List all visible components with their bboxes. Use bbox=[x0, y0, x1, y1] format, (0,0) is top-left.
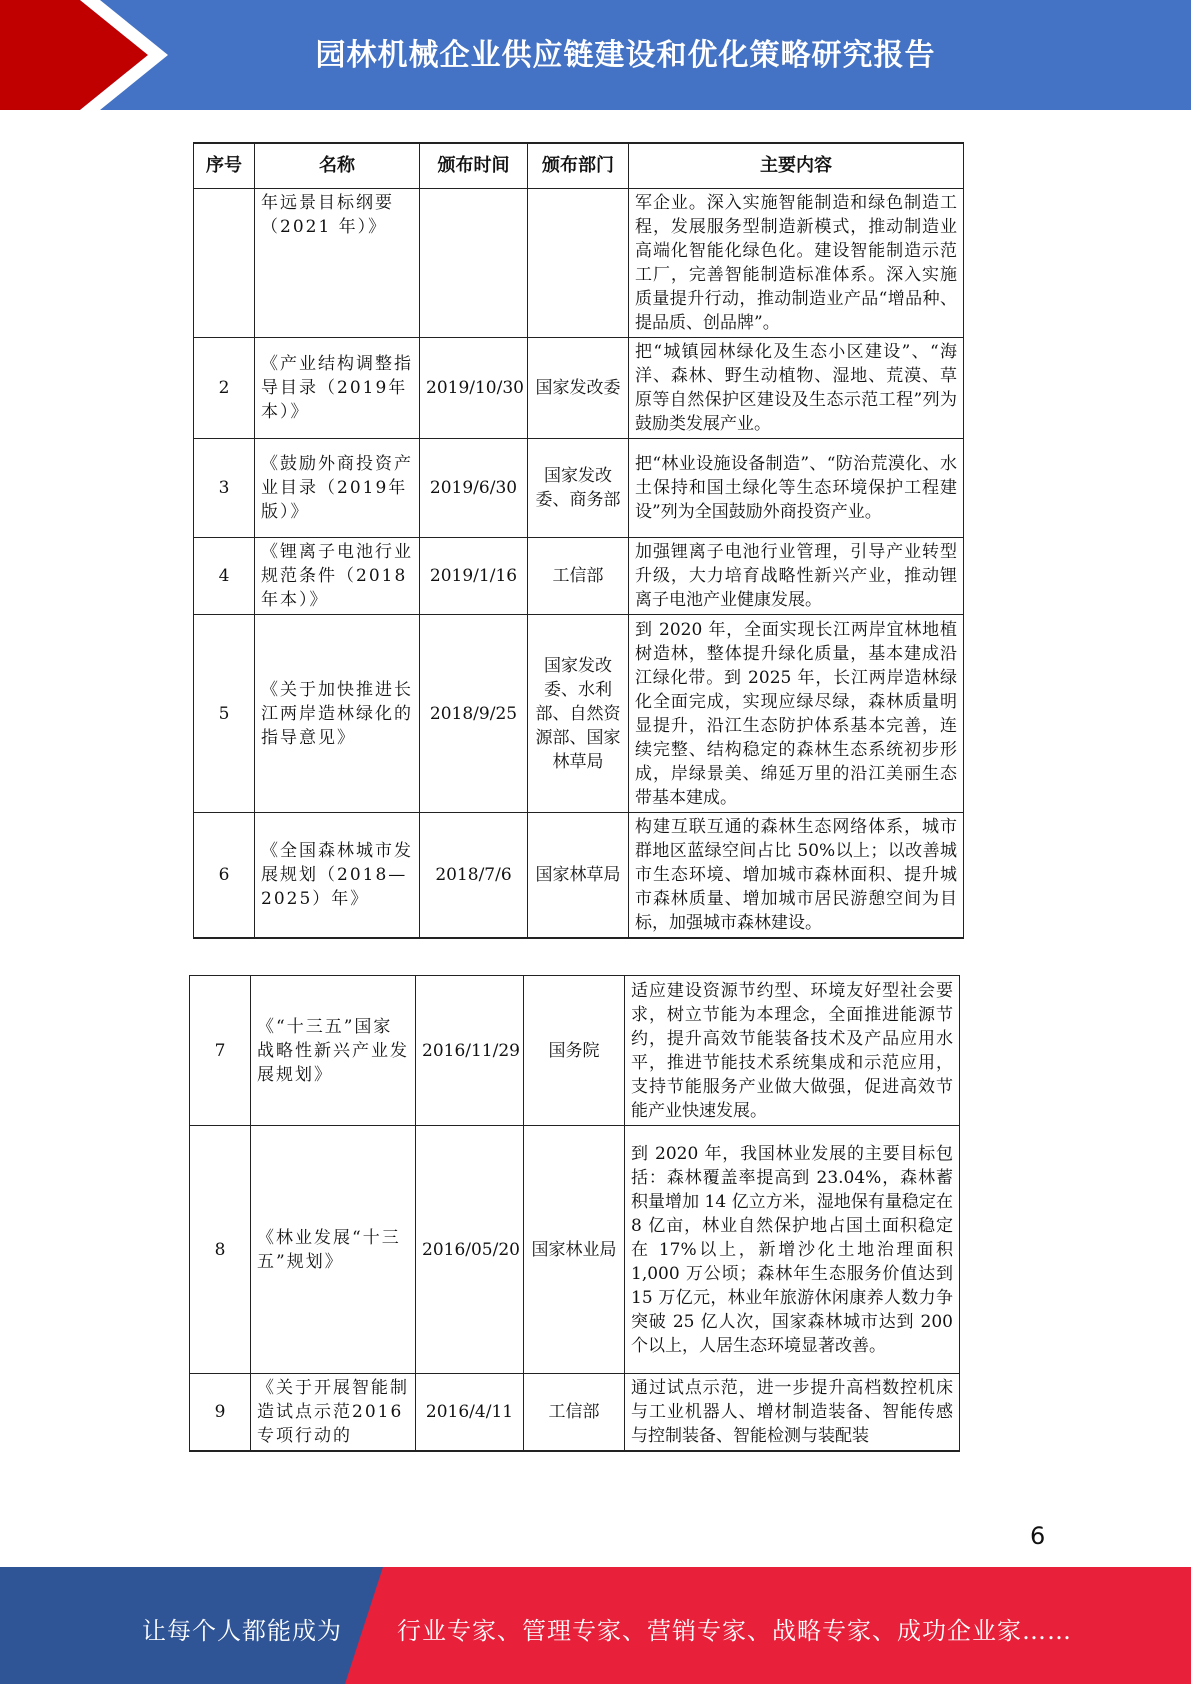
header-date: 颁布时间 bbox=[420, 143, 528, 189]
row-num: 9 bbox=[190, 1374, 251, 1452]
policy-table-part2 bbox=[189, 975, 960, 1452]
footer-slogan-left: 让每个人都能成为 bbox=[142, 1617, 342, 1645]
row-date: 2019/10/30 bbox=[420, 338, 528, 439]
row-dept: 国家林业局 bbox=[524, 1126, 625, 1374]
table-row bbox=[194, 189, 964, 338]
table-row bbox=[194, 338, 964, 439]
row-name: 《鼓励外商投资产业目录（2019年版）》 bbox=[255, 439, 420, 538]
row-name: 《关于开展智能制造试点示范2016 专项行动的 bbox=[251, 1374, 416, 1452]
footer-slogan-right: 行业专家、管理专家、营销专家、战略专家、成功企业家…… bbox=[397, 1617, 1072, 1645]
header-dept: 颁布部门 bbox=[528, 143, 629, 189]
table-row bbox=[194, 615, 964, 813]
row-content: 军企业。深入实施智能制造和绿色制造工程，发展服务型制造新模式，推动制造业高端化智能化绿色化。建设智能制造示范工厂，完善智能制造标准体系。深入实施质量提升行动，推动制造业产品“增品种、提品质、创品牌”。 bbox=[629, 189, 964, 338]
row-name: 《关于加快推进长江两岸造林绿化的指导意见》 bbox=[255, 615, 420, 813]
row-date: 2018/7/6 bbox=[420, 813, 528, 939]
row-num: 3 bbox=[194, 439, 255, 538]
row-num bbox=[194, 189, 255, 338]
row-date: 2016/11/29 bbox=[416, 976, 524, 1126]
row-name: 《“十三五”国家战略性新兴产业发展规划》 bbox=[251, 976, 416, 1126]
row-content: 适应建设资源节约型、环境友好型社会要求，树立节能为本理念，全面推进能源节约，提升高效节能装备技术及产品应用水平，推进节能技术系统集成和示范应用，支持节能服务产业做大做强，促进高效节能产业快速发展。 bbox=[625, 976, 960, 1126]
row-num: 8 bbox=[190, 1126, 251, 1374]
report-title: 园林机械企业供应链建设和优化策略研究报告 bbox=[315, 38, 936, 73]
row-date: 2016/05/20 bbox=[416, 1126, 524, 1374]
row-dept: 国家林草局 bbox=[528, 813, 629, 939]
row-name: 《全国森林城市发展规划（2018—2025）年》 bbox=[255, 813, 420, 939]
row-content: 把“林业设施设备制造”、“防治荒漠化、水土保持和国土绿化等生态环境保护工程建设”列为全国鼓励外商投资产业。 bbox=[629, 439, 964, 538]
policy-table-part1 bbox=[193, 142, 964, 939]
row-num: 4 bbox=[194, 538, 255, 615]
row-date: 2019/6/30 bbox=[420, 439, 528, 538]
table-header-row bbox=[194, 143, 964, 189]
row-content: 把“城镇园林绿化及生态小区建设”、“海洋、森林、野生动植物、湿地、荒漠、草原等自然保护区建设及生态示范工程”列为鼓励类发展产业。 bbox=[629, 338, 964, 439]
row-dept: 国家发改委、水利部、自然资源部、国家林草局 bbox=[528, 615, 629, 813]
page-number: 6 bbox=[1030, 1522, 1046, 1550]
row-content: 通过试点示范，进一步提升高档数控机床与工业机器人、增材制造装备、智能传感与控制装备、智能检测与装配装 bbox=[625, 1374, 960, 1452]
row-dept: 国家发改委、商务部 bbox=[528, 439, 629, 538]
header-name: 名称 bbox=[255, 143, 420, 189]
header-num: 序号 bbox=[194, 143, 255, 189]
row-content: 到 2020 年，全面实现长江两岸宜林地植树造林，整体提升绿化质量，基本建成沿江绿化带。到 2025 年，长江两岸造林绿化全面完成，实现应绿尽绿，森林质量明显提升，沿江生态防护体系基本完善，连续完整、结构稳定的森林生态系统初步形成，岸绿景美、绵延万里的沿江美丽生态带基本建成。 bbox=[629, 615, 964, 813]
row-date: 2018/9/25 bbox=[420, 615, 528, 813]
table-row bbox=[190, 1374, 960, 1452]
table-row bbox=[190, 1126, 960, 1374]
row-num: 6 bbox=[194, 813, 255, 939]
row-date: 2016/4/11 bbox=[416, 1374, 524, 1452]
row-num: 5 bbox=[194, 615, 255, 813]
row-date bbox=[420, 189, 528, 338]
row-date: 2019/1/16 bbox=[420, 538, 528, 615]
row-name: 《锂离子电池行业规范条件（2018年本）》 bbox=[255, 538, 420, 615]
row-content: 加强锂离子电池行业管理，引导产业转型升级，大力培育战略性新兴产业，推动锂离子电池产业健康发展。 bbox=[629, 538, 964, 615]
row-name: 《产业结构调整指导目录（2019年本）》 bbox=[255, 338, 420, 439]
row-name: 年远景目标纲要（2021 年）》 bbox=[255, 189, 420, 338]
page-header bbox=[0, 0, 1191, 110]
row-name: 《林业发展“十三五”规划》 bbox=[251, 1126, 416, 1374]
table-row bbox=[194, 813, 964, 939]
page-footer bbox=[0, 1567, 1191, 1684]
row-dept: 国务院 bbox=[524, 976, 625, 1126]
row-content: 到 2020 年，我国林业发展的主要目标包括：森林覆盖率提高到 23.04%，森林蓄积量增加 14 亿立方米，湿地保有量稳定在 8 亿亩，林业自然保护地占国土面积稳定在 17%以上，新增沙化土地治理面积 1,000 万公顷；森林年生态服务价值达到 15 万亿元，林业年旅游休闲康养人数力争突破 25 亿人次，国家森林城市达到 200 个以上，人居生态环境显著改善。 bbox=[625, 1126, 960, 1374]
table-row bbox=[194, 538, 964, 615]
row-content: 构建互联互通的森林生态网络体系，城市群地区蓝绿空间占比 50%以上；以改善城市生态环境、增加城市森林面积、提升城市森林质量、增加城市居民游憩空间为目标，加强城市森林建设。 bbox=[629, 813, 964, 939]
row-dept: 工信部 bbox=[528, 538, 629, 615]
row-num: 2 bbox=[194, 338, 255, 439]
row-dept bbox=[528, 189, 629, 338]
table-row bbox=[194, 439, 964, 538]
header-content: 主要内容 bbox=[629, 143, 964, 189]
row-dept: 国家发改委 bbox=[528, 338, 629, 439]
row-dept: 工信部 bbox=[524, 1374, 625, 1452]
row-num: 7 bbox=[190, 976, 251, 1126]
table-row bbox=[190, 976, 960, 1126]
